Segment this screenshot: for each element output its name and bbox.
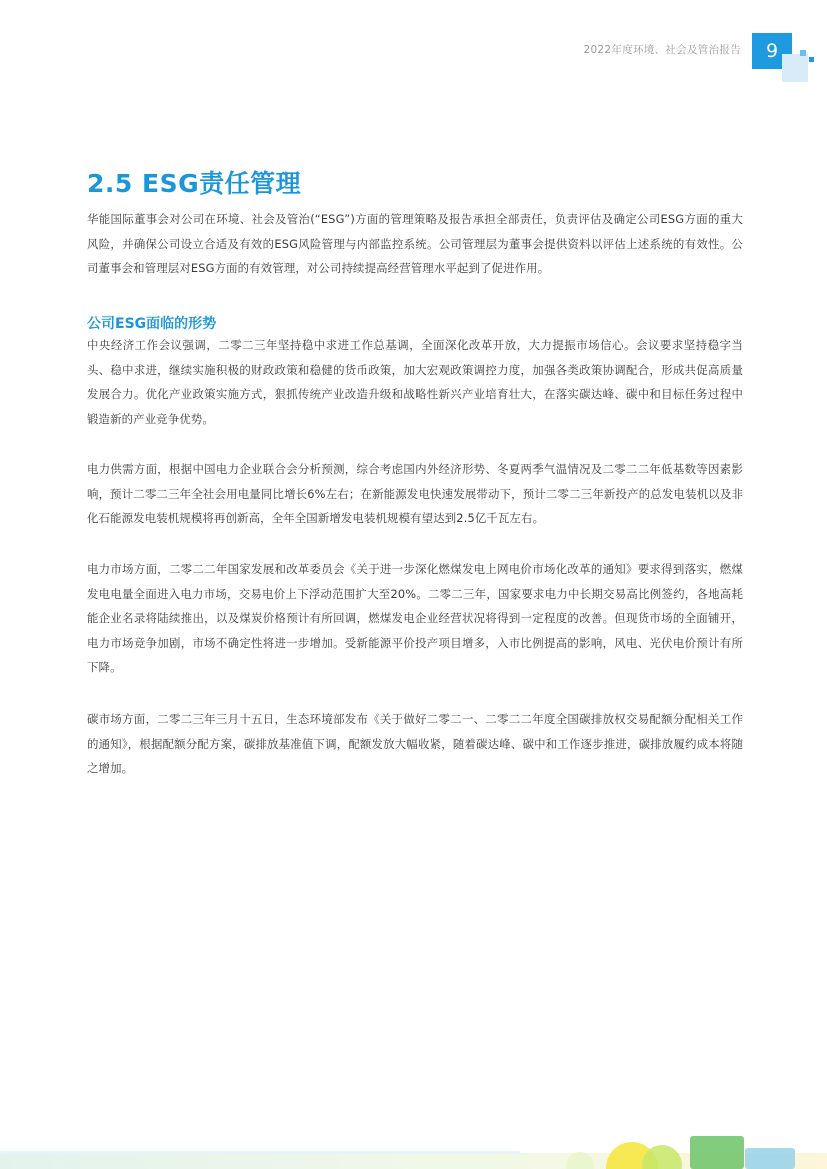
report-title: 2022年度环境、社会及管治报告 [583, 44, 741, 56]
badge-decoration-icon [778, 46, 818, 86]
footer-strip [0, 1151, 520, 1154]
page-number: 9 [765, 40, 779, 62]
body-paragraph: 电力市场方面，二零二二年国家发展和改革委员会《关于进一步深化燃煤发电上网电价市场化改革的通知》要求得到落实，燃煤发电电量全面进入电力市场，交易电价上下浮动范围扩大至20%。二零二三年，国家要求电力中长期交易高比例签约，各地高耗能企业名录将陆续推出，以及煤炭价格预计有所回调，燃煤发电企业经营状况将得到一定程度的改善。但现货市场的全面铺开，电力市场竞争加剧，市场不确定性将进一步增加。受新能源平价投产项目增多，入市比例提高的影响，风电、光伏电价预计有所下降。 [87, 562, 743, 674]
footer-block-blue [745, 1148, 795, 1169]
body-paragraph: 中央经济工作会议强调，二零二三年坚持稳中求进工作总基调，全面深化改革开放，大力提振市场信心。会议要求坚持稳字当头、稳中求进，继续实施积极的财政政策和稳健的货币政策，加大宏观政策调控力度，加强各类政策协调配合，形成共促高质量发展合力。优化产业政策实施方式，狠抓传统产业改造升级和战略性新兴产业培育壮大，在落实碳达峰、碳中和目标任务过程中锻造新的产业竞争优势。 [87, 338, 743, 426]
footer-decoration [0, 1120, 827, 1169]
body-paragraph: 电力供需方面，根据中国电力企业联合会分析预测，综合考虑国内外经济形势、冬夏两季气温情况及二零二二年低基数等因素影响，预计二零二三年全社会用电量同比增长6%左右；在新能源发电快速发展带动下，预计二零二三年新投产的总发电装机以及非化石能源发电装机规模将再创新高，全年全国新增发电装机规模有望达到2.5亿千瓦左右。 [87, 462, 743, 525]
intro-paragraph: 华能国际董事会对公司在环境、社会及管治(“ESG”)方面的管理策略及报告承担全部责任，负责评估及确定公司ESG方面的重大风险，并确保公司设立合适及有效的ESG风险管理与内部监控系统。公司管理层为董事会提供资料以评估上述系统的有效性。公司董事会和管理层对ESG方面的有效管理，对公司持续提高经营管理水平起到了促进作用。 [87, 212, 743, 275]
section-heading: 2.5 ESG责任管理 [87, 169, 302, 198]
footer-block-green [690, 1136, 744, 1169]
subsection-heading: 公司ESG面临的形势 [87, 316, 217, 332]
body-paragraph: 碳市场方面，二零二三年三月十五日，生态环境部发布《关于做好二零二一、二零二二年度全国碳排放权交易配额分配相关工作的通知》，根据配额分配方案，碳排放基准值下调，配额发放大幅收紧，随着碳达峰、碳中和工作逐步推进，碳排放履约成本将随之增加。 [87, 712, 743, 775]
